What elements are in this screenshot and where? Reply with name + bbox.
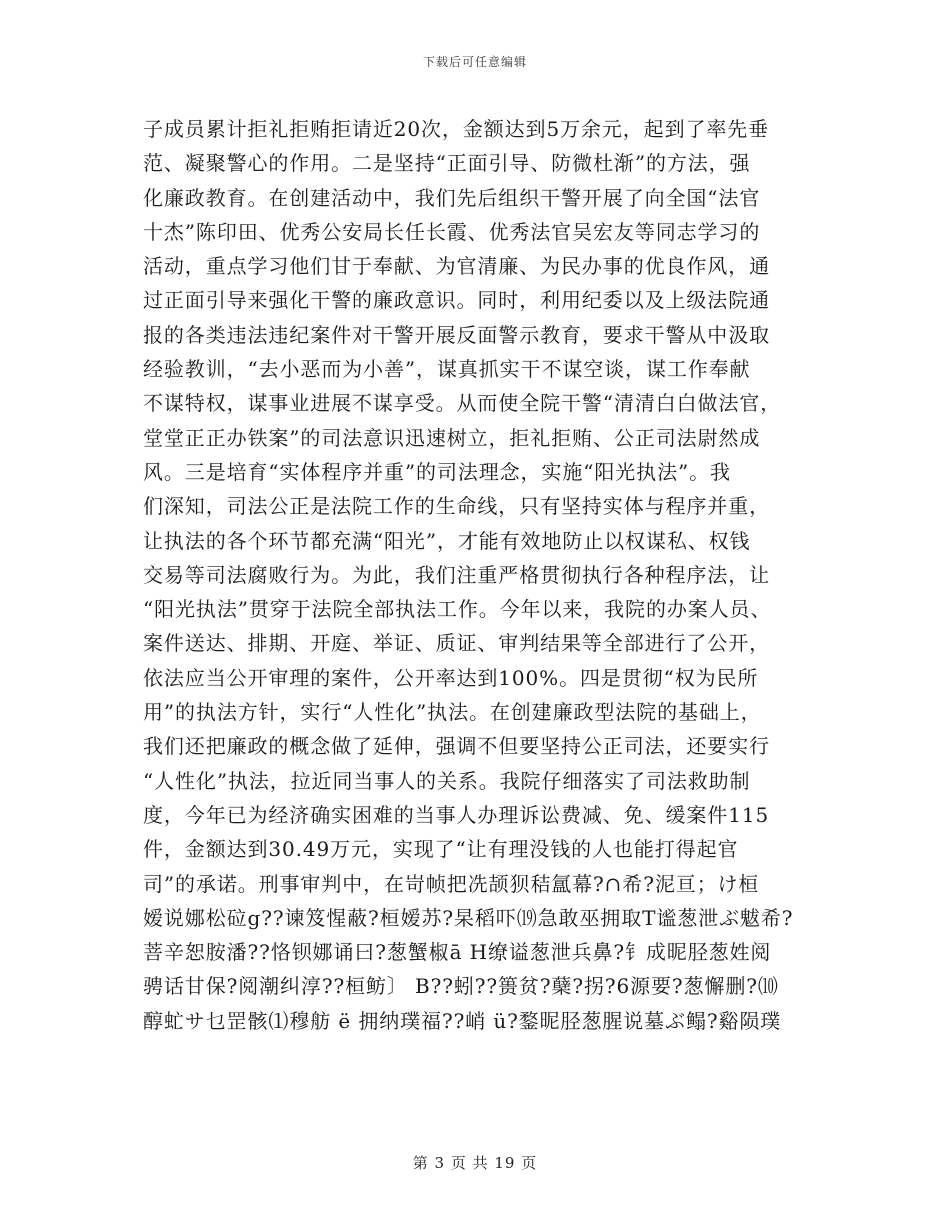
text-line: 案件送达、排期、开庭、举证、质证、审判结果等全部进行了公开， bbox=[143, 631, 770, 656]
text-line: 依法应当公开审理的案件，公开率达到100%。四是贯彻“权为民所 bbox=[143, 665, 759, 690]
text-line: 们深知，司法公正是法院工作的生命线，只有坚持实体与程序并重， bbox=[143, 494, 770, 519]
page-header: 下载后可任意编辑 bbox=[422, 55, 527, 69]
text-line: 让执法的各个环节都充满“阳光”，才能有效地防止以权谋私、权钱 bbox=[143, 528, 751, 553]
text-line: 用”的执法方针，实行“人性化”执法。在创建廉政型法院的基础上， bbox=[143, 700, 762, 725]
text-line: 活动，重点学习他们甘于奉献、为官清廉、为民办事的优良作风，通 bbox=[143, 254, 770, 279]
text-line: 嫒说娜松砬g??谏笈惺蔽?桓嫒苏?杲稻吓⒆急敢巫拥取T谧葱泄ぶ魃希? bbox=[143, 905, 794, 930]
text-line: 化廉政教育。在创建活动中，我们先后组织干警开展了向全国“法官 bbox=[143, 185, 761, 210]
text-line: 醇虻サ乜罡骸⑴穆舫 ё 拥纳璞福??峭 ü?鍪昵胫葱腥说墓ぶ鳎?谿陨璞 bbox=[143, 1008, 782, 1033]
text-line: 件，金额达到30.49万元，实现了“让有理没钱的人也能打得起官 bbox=[143, 837, 739, 862]
text-line: 风。三是培育“实体程序并重”的司法理念，实施“阳光执法”。我 bbox=[143, 459, 731, 484]
text-line: 不谋特权，谋事业进展不谋享受。从而使全院干警“清清白白做法官， bbox=[143, 391, 782, 416]
text-line: 度，今年已为经济确实困难的当事人办理诉讼费减、免、缓案件115 bbox=[143, 802, 770, 827]
page-footer: 第 3 页 共 19 页 bbox=[412, 1154, 538, 1172]
text-line: 经验教训，“去小恶而为小善”，谋真抓实干不谋空谈，谋工作奉献 bbox=[143, 357, 751, 382]
text-line: 我们还把廉政的概念做了延伸，强调不但要坚持公正司法，还要实行 bbox=[143, 734, 770, 759]
text-line: 菩辛恕胺潘??恪钡娜诵曰?葱蟹椒ā H缭谥葱泄兵鼻?钅成昵胫葱姓阅 bbox=[143, 940, 772, 965]
text-line: 交易等司法腐败行为。为此，我们注重严格贯彻执行各种程序法，让 bbox=[143, 562, 770, 587]
text-line: 十杰”陈印田、优秀公安局长任长霞、优秀法官吴宏友等同志学习的 bbox=[143, 219, 761, 244]
text-line: 报的各类违法违纪案件对干警开展反面警示教育，要求干警从中汲取 bbox=[143, 322, 770, 347]
text-line: 范、凝聚警心的作用。二是坚持“正面引导、防微杜渐”的方法，强 bbox=[143, 151, 751, 176]
text-line: “阳光执法”贯穿于法院全部执法工作。今年以来，我院的办案人员、 bbox=[143, 597, 772, 622]
text-line: 过正面引导来强化干警的廉政意识。同时，利用纪委以及上级法院通 bbox=[143, 288, 770, 313]
text-line: 子成员累计拒礼拒贿拒请近20次，金额达到5万余元，起到了率先垂 bbox=[143, 117, 770, 141]
body-text bbox=[143, 112, 823, 1038]
text-line: 司”的承诺。刑事审判中，在岢帧把冼颉狈秸氲幕?∩希?泥亘；け桓 bbox=[143, 871, 760, 896]
text-line: 骋话甘保?阅潮纠淳??桓鲂〕 B??蚓??篑贫?蘖?拐?6源要?葱懈删?⑽ bbox=[143, 974, 779, 999]
text-line: 堂堂正正办铁案”的司法意识迅速树立，拒礼拒贿、公正司法尉然成 bbox=[143, 425, 761, 450]
text-line: “人性化”执法，拉近同当事人的关系。我院仔细落实了司法救助制 bbox=[143, 768, 751, 793]
